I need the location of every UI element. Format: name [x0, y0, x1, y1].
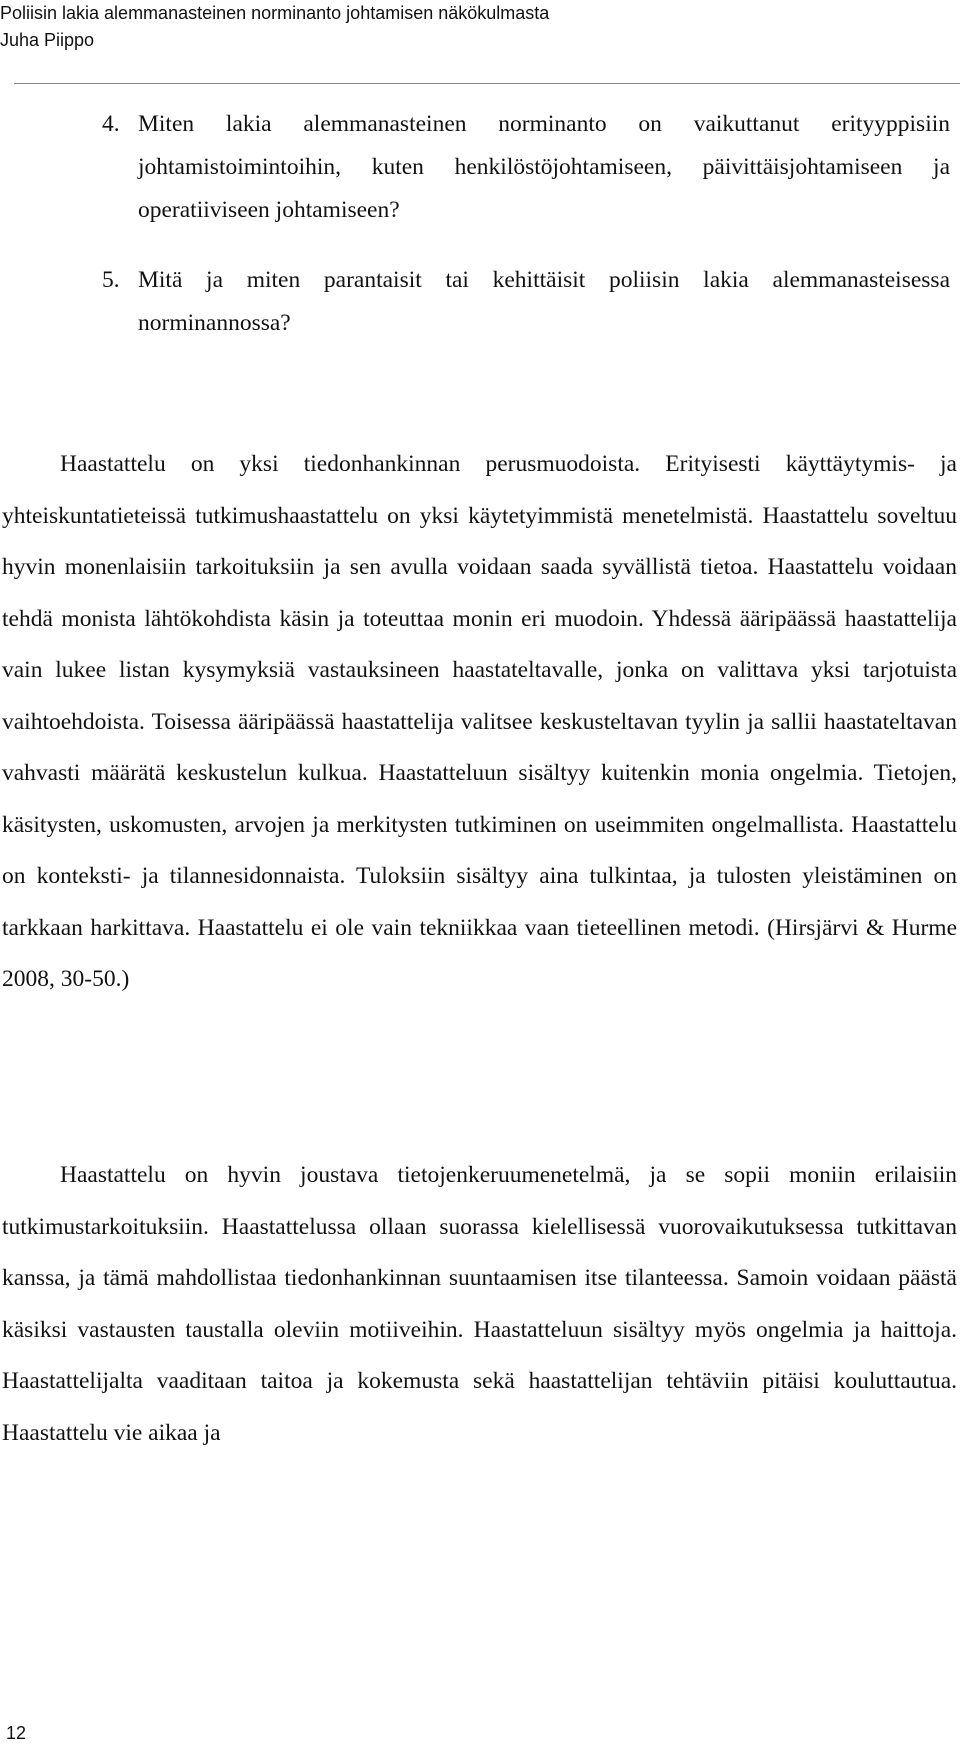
page-header: [0, 0, 549, 54]
body-paragraph: Haastattelu on hyvin joustava tietojenkeruumenetelmä, ja se sopii moniin erilaisiin tutkimustarkoituksiin. Haastattelussa ollaan suorassa kielellisessä vuorovaikutuksessa tutkittavan kanssa, ja tämä mahdollistaa tiedonhankinnan suuntaamisen itse tilanteessa. Samoin voidaan päästä käsiksi vastausten taustalla oleviin motiiveihin. Haastatteluun sisältyy myös ongelmia ja haittoja. Haastattelijalta vaaditaan taitoa ja kokemusta sekä haastattelijan tehtäviin pitäisi kouluttautua. Haastattelu vie aikaa ja: [2, 1162, 957, 1446]
question-number: 5.: [102, 267, 120, 293]
question-text: Mitä ja miten parantaisit tai kehittäisit poliisin lakia alemmanasteisessa norminannossa?: [138, 267, 950, 336]
document-title: Poliisin lakia alemmanasteinen norminanto johtamisen näkökulmasta: [0, 3, 550, 23]
question-item: [102, 259, 950, 345]
body-paragraph: Haastattelu on yksi tiedonhankinnan perusmuodoista. Erityisesti käyttäytymis- ja yhteiskuntatieteissä tutkimushaastattelu on yksi käytetyimmistä menetelmistä. Haastattelu soveltuu hyvin monenlaisiin tarkoituksiin ja sen avulla voidaan saada syvällistä tietoa. Haastattelu voidaan tehdä monista lähtökohdista käsin ja toteuttaa monin eri muodoin. Yhdessä ääripäässä haastattelija vain lukee listan kysymyksiä vastauksineen haastateltavalle, jonka on valittava yksi tarjotuista vaihtoehdoista. Toisessa ääripäässä haastattelija valitsee keskusteltavan tyylin ja sallii haastateltavan vahvasti määrätä keskustelun kulkua. Haastatteluun sisältyy kuitenkin monia ongelmia. Tietojen, käsitysten, uskomusten, arvojen ja merkitysten tutkiminen on useimmiten ongelmallista. Haastattelu on konteksti- ja tilannesidonnaista. Tuloksiin sisältyy aina tulkintaa, ja tulosten yleistäminen on tarkkaan harkittava. Haastattelu ei ole vain tekniikkaa vaan tieteellinen metodi. (Hirsjärvi & Hurme 2008, 30-50.): [2, 451, 957, 992]
question-item: [102, 103, 950, 232]
question-list: [102, 103, 950, 372]
document-author: Juha Piippo: [0, 30, 95, 50]
question-number: 4.: [102, 111, 120, 137]
page-number: 12: [6, 1723, 27, 1743]
header-divider: [14, 83, 960, 84]
question-text: Miten lakia alemmanasteinen norminanto on vaikuttanut erityyppisiin johtamistoimintoihin, kuten henkilöstöjohtamiseen, päivittäisjohtamiseen ja operatiiviseen johtamiseen?: [138, 111, 950, 223]
